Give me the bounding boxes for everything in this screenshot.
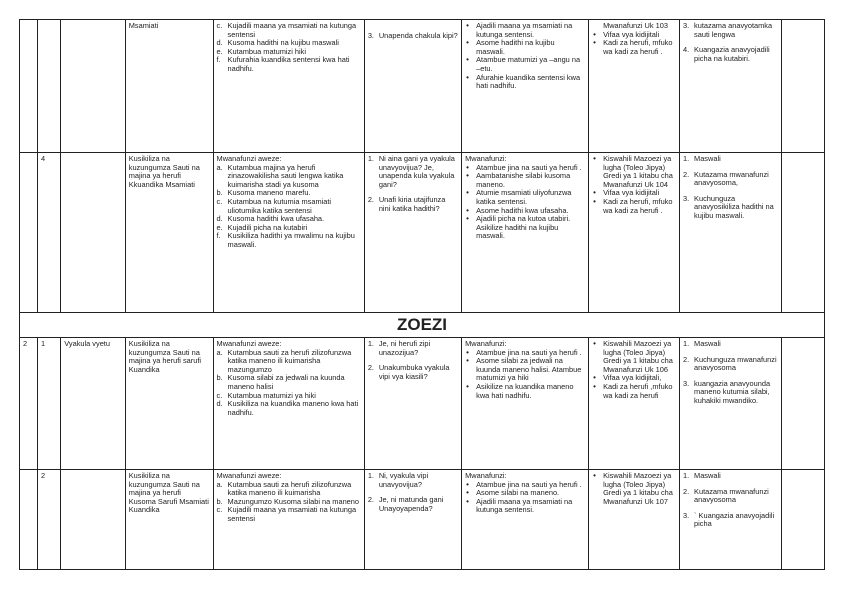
question-item: 3. Unapenda chakula kipi? [368, 32, 458, 41]
assessment-item: 3. ` Kuangazia anavyojadili picha [683, 512, 778, 529]
resource-item: • Vifaa vya kidijitali, [592, 374, 676, 383]
activity-item: • Asome silabi za jedwali na kuunda maneno halisi. Atambue matumizi ya hiki [465, 357, 585, 383]
lesson-cell [37, 20, 60, 153]
activity-item: • Atambue jina na sauti ya herufi . [465, 481, 585, 490]
assessment-item: 3. kuangazia anavyounda maneno kutumia silabi, kuhakiki mwandiko. [683, 380, 778, 406]
subtopic-cell [125, 20, 213, 153]
topic-cell [61, 20, 126, 153]
objective-list [217, 22, 361, 74]
resources-intro: Mwanafunzi Uk 103 [603, 21, 668, 30]
objectives-cell [213, 20, 364, 153]
resource-item: • Kadi za herufi ,mfuko wa kadi za herufi [592, 383, 676, 400]
topic-cell-text: Vyakula vyetu [64, 339, 110, 348]
objective-item: b. Mazungumzo Kusoma silabi na maneno [217, 498, 361, 507]
objective-item: a. Kutambua sauti za herufi zilizofunzwa katika maneno ili kuimarisha [217, 481, 361, 498]
activity-item: • Ajadili maana ya msamiati na kutunga sentensi. [465, 498, 585, 515]
activities-intro: Mwanafunzi: [465, 339, 507, 348]
objective-item: f. Kufurahia kuandika sentensi kwa hati nadhifu. [217, 56, 361, 73]
objective-item: f. Kusikiliza hadithi ya mwalimu na kujibu maswali. [217, 232, 361, 249]
topic-cell [61, 153, 126, 313]
resources-list [592, 472, 676, 506]
resource-item: • Vifaa vya kidijitali [592, 31, 676, 40]
activity-item: • Atumie msamiati uliyofunzwa katika sentensi. [465, 189, 585, 206]
resources-cell [589, 153, 680, 313]
objective-item: d. Kusoma hadithi kwa ufasaha. [217, 215, 361, 224]
week-cell [20, 338, 38, 470]
assessment-list [683, 340, 778, 406]
question-list [368, 32, 458, 41]
table-row [20, 153, 825, 313]
assessment-item: 4. Kuangazia anavyojadili picha na kutabiri. [683, 46, 778, 63]
activities-cell [462, 153, 589, 313]
questions-cell [364, 153, 461, 313]
assessment-item: 3. Kuchunguza anavyosikiliza hadithi na kujibu maswali. [683, 195, 778, 221]
table-row [20, 470, 825, 570]
activities-cell [462, 20, 589, 153]
objectives-cell [213, 470, 364, 570]
objective-item: a. Kutambua sauti za herufi zilizofunzwa katika maneno ili kuimarisha mazungumzo [217, 349, 361, 375]
assessment-item: 2. Kuchunguza mwanafunzi anavyosoma [683, 356, 778, 373]
activities-cell [462, 338, 589, 470]
objective-item: c. Kutambua matumizi ya hiki [217, 392, 361, 401]
activity-item: • Asome hadithi kwa ufasaha. [465, 207, 585, 216]
table-row [20, 20, 825, 153]
subtopic-cell [125, 470, 213, 570]
objectives-intro: Mwanafunzi aweze: [216, 154, 282, 163]
assessment-list [683, 155, 778, 221]
resource-item: • Kadi za herufi, mfuko wa kadi za herufi . [592, 39, 676, 56]
activity-item: • Asome silabi na maneno. [465, 489, 585, 498]
objective-list [217, 349, 361, 418]
question-item: 1. Ni, vyakula vipi unavyovijua? [368, 472, 458, 489]
assessment-cell [680, 470, 782, 570]
activity-item: • Aambatanishe silabi kusoma maneno. [465, 172, 585, 189]
activities-list [465, 349, 585, 401]
table-body [20, 20, 825, 570]
question-item: 2. Unafi kiria utajifunza nini katika hadithi? [368, 196, 458, 213]
activity-item: • Atambue jina na sauti ya herufi . [465, 164, 585, 173]
objectives-cell [213, 338, 364, 470]
assessment-item: 2. Kutazama mwanafunzi anavyosoma [683, 488, 778, 505]
objective-item: e. Kutambua matumizi hiki [217, 48, 361, 57]
assessment-item: 1. Maswali [683, 155, 778, 164]
topic-cell [61, 338, 126, 470]
resource-item: • Kadi za herufi, mfuko wa kadi za herufi . [592, 198, 676, 215]
question-item: 2. Je, ni matunda gani Unayoyapenda? [368, 496, 458, 513]
week-cell [20, 20, 38, 153]
objectives-intro: Mwanafunzi aweze: [216, 471, 282, 480]
remarks-cell [781, 153, 824, 313]
assessment-list [683, 22, 778, 63]
week-cell [20, 470, 38, 570]
resource-item: • Kiswahili Mazoezi ya lugha (Toleo Jipya) Gredi ya 1 kitabu cha Mwanafunzi Uk 106 [592, 340, 676, 374]
questions-cell [364, 338, 461, 470]
objective-item: c. Kutambua na kutumia msamiati uliotumika katika sentensi [217, 198, 361, 215]
zoezi-row [20, 313, 825, 338]
questions-cell [364, 20, 461, 153]
subtopic-cell [125, 338, 213, 470]
resources-cell [589, 470, 680, 570]
assessment-cell [680, 338, 782, 470]
topic-cell [61, 470, 126, 570]
activities-list [465, 22, 585, 91]
subtopic-cell-text: Kusikiliza na kuzungumza Sauti na majina ya herufi Kkuandika Msamiati [128, 154, 200, 189]
remarks-cell [781, 470, 824, 570]
subtopic-cell-text: Kusikiliza na kuzungumza Sauti na majina ya herufi sarufi Kuandika [128, 339, 202, 374]
activity-item: • Ajadili picha na kutoa utabiri. Asikilize hadithi na kujibu maswali. [465, 215, 585, 241]
resource-item: • Kiswahili Mazoezi ya lugha (Toleo Jipya) Gredi ya 1 kitabu cha Mwanafunzi Uk 107 [592, 472, 676, 506]
objectives-cell [213, 153, 364, 313]
objective-item: d. Kusoma hadithi na kujibu maswali [217, 39, 361, 48]
assessment-item: 1. Maswali [683, 340, 778, 349]
question-list [368, 155, 458, 214]
week-cell-text: 2 [23, 339, 28, 348]
objective-item: e. Kujadili picha na kutabiri [217, 224, 361, 233]
objective-item: c. Kujadili maana ya msamiati na kutunga sentensi [217, 506, 361, 523]
question-item: 2. Unakumbuka vyakula vipi vya kiasili? [368, 364, 458, 381]
week-cell [20, 153, 38, 313]
objective-item: a. Kutambua majina ya herufi zinazowakilisha sauti lengwa katika kuimarisha stadi ya kusoma [217, 164, 361, 190]
objective-list [217, 164, 361, 250]
activity-item: • Atambue jina na sauti ya herufi . [465, 349, 585, 358]
objective-list [217, 481, 361, 524]
subtopic-cell-text: Msamiati [128, 21, 159, 30]
objective-item: b. Kusoma maneno marefu. [217, 189, 361, 198]
question-item: 1. Ni aina gani ya vyakula unavyovijua? Je, unapenda kula vyakula gani? [368, 155, 458, 189]
activities-intro: Mwanafunzi: [465, 471, 507, 480]
question-item: 1. Je, ni herufi zipi unazozijua? [368, 340, 458, 357]
assessment-item: 3. kutazama anavyotamka sauti lengwa [683, 22, 778, 39]
resources-list [592, 31, 676, 57]
activity-item: • Asome hadithi na kujibu maswali. [465, 39, 585, 56]
subtopic-cell-text: Kusikiliza na kuzungumza Sauti na majina ya herufi Kusoma Sarufi Msamiati Kuandika [128, 471, 209, 515]
lesson-cell [37, 338, 60, 470]
activity-item: • Ajadili maana ya msamiati na kutunga sentensi. [465, 22, 585, 39]
lesson-cell-text: 4 [40, 154, 46, 163]
remarks-cell [781, 20, 824, 153]
activity-item: • Asikilize na kuandika maneno kwa hati nadhifu. [465, 383, 585, 400]
subtopic-cell [125, 153, 213, 313]
resources-cell [589, 338, 680, 470]
activities-list [465, 164, 585, 241]
objectives-intro: Mwanafunzi aweze: [216, 339, 282, 348]
lesson-cell [37, 470, 60, 570]
lesson-cell [37, 153, 60, 313]
question-list [368, 340, 458, 381]
activities-list [465, 481, 585, 515]
resource-item: • Kiswahili Mazoezi ya lugha (Toleo Jipya) Gredi ya 1 kitabu cha Mwanafunzi Uk 104 [592, 155, 676, 189]
scheme-of-work-table [19, 19, 825, 570]
objective-item: c. Kujadili maana ya msamiati na kutunga sentensi [217, 22, 361, 39]
lesson-cell-text: 1 [40, 339, 46, 348]
assessment-cell [680, 20, 782, 153]
objective-item: d. Kusikiliza na kuandika maneno kwa hati nadhifu. [217, 400, 361, 417]
activities-cell [462, 470, 589, 570]
resources-list [592, 340, 676, 400]
zoezi-heading: ZOEZI [20, 313, 825, 338]
questions-cell [364, 470, 461, 570]
question-list [368, 472, 458, 513]
activity-item: • Afurahie kuandika sentensi kwa hati nadhifu. [465, 74, 585, 91]
activity-item: • Atambue matumizi ya –angu na –etu. [465, 56, 585, 73]
lesson-cell-text: 2 [40, 471, 46, 480]
assessment-list [683, 472, 778, 529]
resource-item: • Vifaa vya kidijitali [592, 189, 676, 198]
assessment-item: 1. Maswali [683, 472, 778, 481]
objective-item: b. Kusoma silabi za jedwali na kuunda maneno halisi [217, 374, 361, 391]
resources-cell [589, 20, 680, 153]
activities-intro: Mwanafunzi: [465, 154, 507, 163]
resources-list [592, 155, 676, 215]
remarks-cell [781, 338, 824, 470]
assessment-item: 2. Kutazama mwanafunzi anavyosoma, [683, 171, 778, 188]
assessment-cell [680, 153, 782, 313]
table-row [20, 338, 825, 470]
